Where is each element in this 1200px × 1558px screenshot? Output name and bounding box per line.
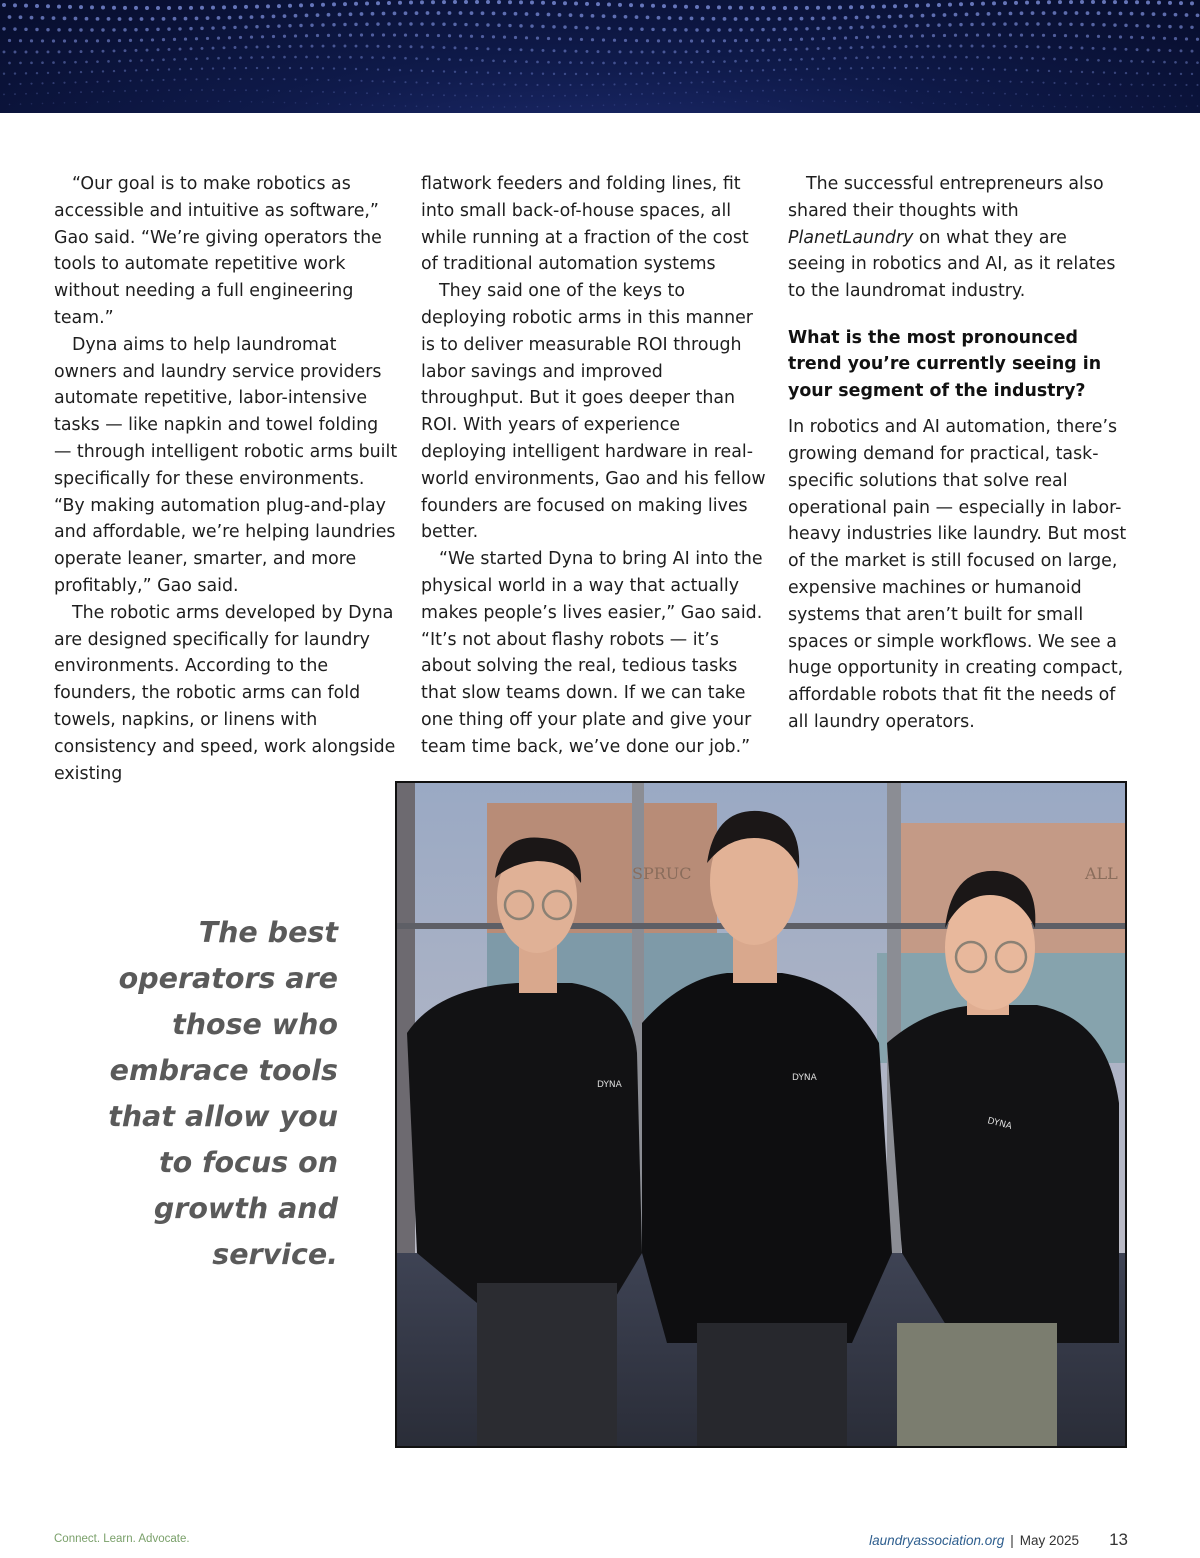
shirt-logo: DYNA bbox=[792, 1073, 817, 1083]
paragraph: They said one of the keys to deploying robotic arms in this manner is to deliver measurable ROI through labor savings and improved throughput. But it goes deeper than ROI. With years of experience deploying intelligent hardware in real-world environments, Gao and his fellow founders are focused on making lives better. bbox=[421, 281, 766, 543]
article-column-1 bbox=[54, 171, 398, 787]
footer-tagline: Connect. Learn. Advocate. bbox=[54, 1533, 190, 1545]
building-sign: ALL bbox=[1085, 864, 1118, 883]
paragraph: The robotic arms developed by Dyna are designed specifically for laundry environments. According to the founders, the robotic arms can fold towels, napkins, or linens with consistency and speed, work alongside existing bbox=[54, 602, 396, 784]
header-banner bbox=[0, 0, 1200, 113]
interview-answer: In robotics and AI automation, there’s growing demand for practical, task-specific solutions that solve real operational pain — especially in labor-heavy industries like laundry. But most of the market is still focused on large, expensive machines or humanoid systems that aren’t built for small spaces or simple workflows. We see a huge opportunity in creating compact, affordable robots that fit the needs of all laundry operators. bbox=[788, 417, 1127, 732]
interview-question: What is the most pronounced trend you’re currently seeing in your segment of the industry? bbox=[788, 327, 1102, 401]
footer-info bbox=[869, 1530, 1128, 1550]
paragraph: “We started Dyna to bring AI into the physical world in a way that actually makes people’s lives easier,” Gao said. “It’s not about flashy robots — it’s about solving the real, tedious tasks that slow teams down. If we can take one thing off your plate and give your team time back, we’ve done our job.” bbox=[421, 549, 763, 757]
building-sign: SPRUC bbox=[632, 864, 692, 883]
shirt-logo: DYNA bbox=[597, 1080, 622, 1090]
paragraph: flatwork feeders and folding lines, fit into small back-of-house spaces, all while running at a fraction of the cost of traditional automation systems bbox=[421, 174, 749, 275]
paragraph: “Our goal is to make robotics as accessible and intuitive as software,” Gao said. “We’re giving operators the tools to automate repetitive work without needing a full engineering team.” bbox=[54, 174, 382, 328]
dot-pattern-graphic bbox=[0, 0, 1200, 113]
intro-text: on what they are seeing in robotics and AI, as it relates to the laundromat industry. bbox=[788, 227, 1116, 302]
intro-paragraph bbox=[788, 171, 1128, 305]
shirt-logo: DYNA bbox=[986, 1116, 1013, 1132]
publication-name: PlanetLaundry bbox=[788, 227, 914, 248]
footer-separator: | bbox=[1010, 1533, 1014, 1548]
article-column-2 bbox=[421, 171, 767, 761]
intro-text: The successful entrepreneurs also shared their thoughts with bbox=[788, 174, 1104, 221]
pull-quote: The best operators are those who embrace tools that allow you to focus on growth and service. bbox=[108, 916, 338, 1271]
article-column-3 bbox=[788, 171, 1128, 736]
founders-photo-illustration bbox=[397, 783, 1125, 1446]
founders-photo bbox=[395, 781, 1127, 1448]
website-link[interactable]: laundryassociation.org bbox=[869, 1533, 1005, 1548]
paragraph: Dyna aims to help laundromat owners and laundry service providers automate repetitive, labor-intensive tasks — like napkin and towel folding — through intelligent robotic arms built specifically for these environments. “By making automation plug-and-play and affordable, we’re helping laundries operate leaner, smarter, and more profitably,” Gao said. bbox=[54, 334, 398, 596]
page-number: 13 bbox=[1109, 1530, 1128, 1549]
issue-date: May 2025 bbox=[1019, 1533, 1080, 1548]
